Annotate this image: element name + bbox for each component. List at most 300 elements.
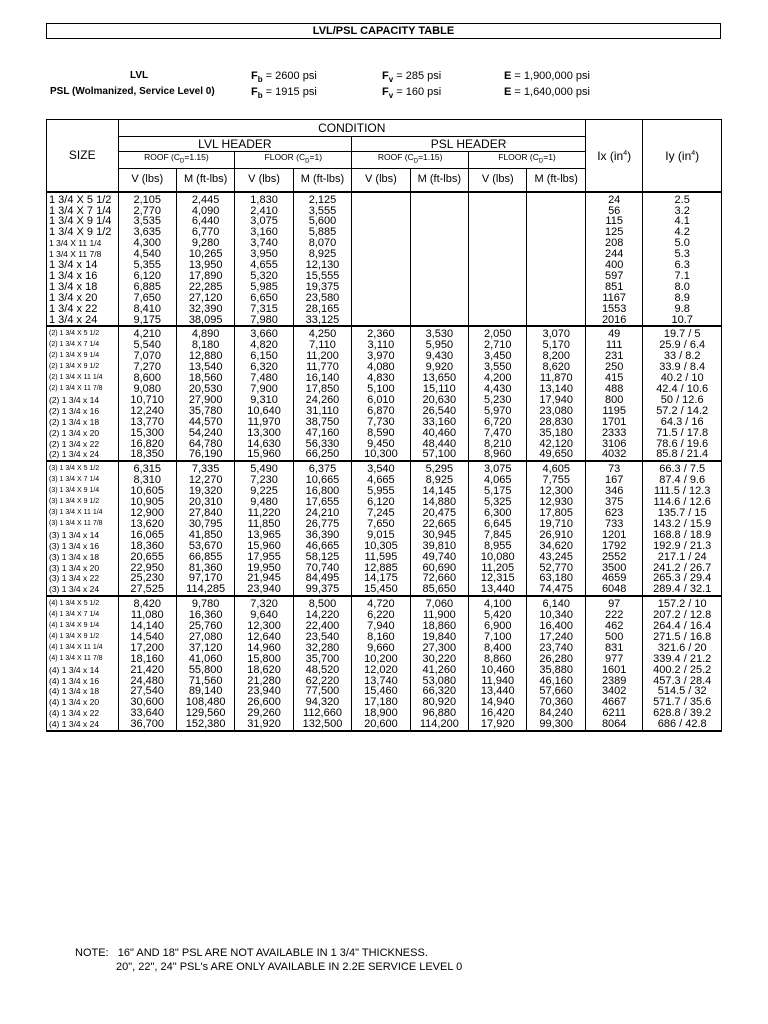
value-cell: 76,190: [176, 449, 234, 461]
ix-header: Ix $(in^4)$: [585, 120, 642, 192]
value-cell: 10,265: [176, 249, 234, 260]
value-cell: 3,450: [469, 351, 527, 362]
value-cell: 15,960: [235, 449, 293, 461]
value-cell: 94,320: [293, 697, 351, 708]
note-line-1: 16" AND 18" PSL ARE NOT AVAILABLE IN 1 3/4" THICKNESS.: [117, 947, 428, 959]
size-cell: (2) 1 3/4 X 11 7/8: [47, 384, 119, 395]
value-cell: [352, 293, 410, 304]
value-cell: 17,200: [118, 643, 176, 654]
value-cell: 13,300: [235, 428, 293, 439]
value-cell: 64.3 / 16: [643, 417, 722, 428]
size-cell: (3) 1 3/4 X 11 7/8: [47, 519, 119, 530]
value-cell: 217.1 / 24: [643, 552, 722, 563]
size-cell: 1 3/4 x 18: [47, 282, 119, 293]
m-column-header: M (ft-lbs): [410, 168, 468, 192]
property-row-lvl: [46, 70, 726, 86]
value-cell: 16,820: [118, 439, 176, 450]
value-cell: 26,910: [527, 530, 586, 541]
value-cell: 17,940: [527, 395, 586, 406]
size-cell: (3) 1 3/4 x 14: [47, 530, 119, 541]
value-cell: 30,600: [118, 697, 176, 708]
value-cell: 9.8: [643, 304, 722, 315]
value-cell: 14,540: [118, 632, 176, 643]
value-cell: 14,960: [235, 643, 293, 654]
value-cell: 20,655: [118, 552, 176, 563]
value-cell: 6,120: [118, 271, 176, 282]
value-cell: 1,830: [235, 192, 293, 206]
value-cell: 4,300: [118, 238, 176, 249]
table-row: [47, 573, 722, 584]
value-cell: 14,140: [118, 621, 176, 632]
value-cell: 47,160: [293, 428, 351, 439]
table-row: [47, 632, 722, 643]
size-header: SIZE: [47, 120, 119, 192]
value-cell: 24: [585, 192, 642, 206]
value-cell: 7,245: [352, 508, 410, 519]
value-cell: 39,810: [410, 541, 468, 552]
value-cell: 13,770: [118, 417, 176, 428]
table-row: [47, 563, 722, 574]
size-cell: (2) 1 3/4 X 11 1/4: [47, 373, 119, 384]
value-cell: 96,880: [410, 708, 468, 719]
value-cell: 16,400: [527, 621, 586, 632]
value-cell: 6,120: [352, 497, 410, 508]
value-cell: 27,525: [118, 584, 176, 596]
value-cell: 6,150: [235, 351, 293, 362]
value-cell: 10,340: [527, 610, 586, 621]
size-cell: (4) 1 3/4 x 18: [47, 686, 119, 697]
size-cell: 1 3/4 x 22: [47, 304, 119, 315]
value-cell: 55,800: [176, 665, 234, 676]
value-cell: 264.4 / 16.4: [643, 621, 722, 632]
value-cell: 12,885: [352, 563, 410, 574]
value-cell: 23,540: [293, 632, 351, 643]
value-cell: 15,460: [352, 686, 410, 697]
value-cell: [527, 271, 586, 282]
value-cell: 6,645: [469, 519, 527, 530]
value-cell: 87.4 / 9.6: [643, 475, 722, 486]
value-cell: 18,620: [235, 665, 293, 676]
value-cell: 9,225: [235, 486, 293, 497]
size-cell: (4) 1 3/4 X 9 1/2: [47, 632, 119, 643]
value-cell: 1201: [585, 530, 642, 541]
value-cell: 48,440: [410, 439, 468, 450]
value-cell: 29,260: [235, 708, 293, 719]
value-cell: 114,200: [410, 719, 468, 731]
value-cell: [352, 216, 410, 227]
value-cell: 4,820: [235, 340, 293, 351]
value-cell: 5,170: [527, 340, 586, 351]
value-cell: 5,985: [235, 282, 293, 293]
size-cell: 1 3/4 X 5 1/2: [47, 192, 119, 206]
table-row: [47, 486, 722, 497]
value-cell: 33,160: [410, 417, 468, 428]
value-cell: 40,460: [410, 428, 468, 439]
value-cell: 15,110: [410, 384, 468, 395]
value-cell: [352, 260, 410, 271]
value-cell: 114,285: [176, 584, 234, 596]
value-cell: [527, 206, 586, 217]
size-cell: 1 3/4 X 11 1/4: [47, 238, 119, 249]
value-cell: 97,170: [176, 573, 234, 584]
table-row: [47, 654, 722, 665]
group-single-ply: [47, 192, 722, 327]
value-cell: 289.4 / 32.1: [643, 584, 722, 596]
value-cell: 3,970: [352, 351, 410, 362]
value-cell: [469, 216, 527, 227]
value-cell: 37,120: [176, 643, 234, 654]
value-cell: 20,630: [410, 395, 468, 406]
table-row: [47, 686, 722, 697]
value-cell: 6,220: [352, 610, 410, 621]
psl-roof-header: ROOF $(C_D=1.15)$: [352, 152, 469, 169]
value-cell: 6,885: [118, 282, 176, 293]
value-cell: 36,700: [118, 719, 176, 731]
value-cell: 7,335: [176, 461, 234, 475]
value-cell: [469, 315, 527, 327]
value-cell: 5.3: [643, 249, 722, 260]
value-cell: 33 / 8.2: [643, 351, 722, 362]
size-cell: (3) 1 3/4 X 9 1/2: [47, 497, 119, 508]
value-cell: 7,940: [352, 621, 410, 632]
table-row: [47, 665, 722, 676]
value-cell: 20,600: [352, 719, 410, 731]
value-cell: 74,475: [527, 584, 586, 596]
value-cell: 10,300: [352, 449, 410, 461]
table-row: [47, 541, 722, 552]
value-cell: 3,540: [352, 461, 410, 475]
value-cell: 8,200: [527, 351, 586, 362]
value-cell: 1553: [585, 304, 642, 315]
value-cell: 7,230: [235, 475, 293, 486]
table-row: [47, 326, 722, 340]
value-cell: 25,760: [176, 621, 234, 632]
value-cell: 8,420: [118, 596, 176, 610]
value-cell: 19,710: [527, 519, 586, 530]
value-cell: 9,015: [352, 530, 410, 541]
value-cell: 321.6 / 20: [643, 643, 722, 654]
value-cell: 143.2 / 15.9: [643, 519, 722, 530]
value-cell: 831: [585, 643, 642, 654]
value-cell: 56,330: [293, 439, 351, 450]
value-cell: 5,490: [235, 461, 293, 475]
value-cell: 5,355: [118, 260, 176, 271]
size-cell: 1 3/4 x 16: [47, 271, 119, 282]
value-cell: 135.7 / 15: [643, 508, 722, 519]
value-cell: 9,430: [410, 351, 468, 362]
value-cell: 8.9: [643, 293, 722, 304]
value-cell: 30,220: [410, 654, 468, 665]
value-cell: 22,665: [410, 519, 468, 530]
value-cell: 462: [585, 621, 642, 632]
size-cell: (4) 1 3/4 x 14: [47, 665, 119, 676]
value-cell: [352, 206, 410, 217]
value-cell: 42,120: [527, 439, 586, 450]
size-cell: 1 3/4 x 14: [47, 260, 119, 271]
value-cell: 21,420: [118, 665, 176, 676]
table-row: [47, 643, 722, 654]
value-cell: 4032: [585, 449, 642, 461]
table-row: [47, 282, 722, 293]
value-cell: 11,970: [235, 417, 293, 428]
value-cell: 114.6 / 12.6: [643, 497, 722, 508]
value-cell: 111.5 / 12.3: [643, 486, 722, 497]
value-cell: 18,360: [118, 541, 176, 552]
fb-value: $F_b = 1915$ psi: [251, 86, 317, 101]
value-cell: [410, 282, 468, 293]
value-cell: [469, 238, 527, 249]
value-cell: 16,420: [469, 708, 527, 719]
size-cell: (2) 1 3/4 X 9 1/2: [47, 362, 119, 373]
value-cell: 9,175: [118, 315, 176, 327]
value-cell: 7,270: [118, 362, 176, 373]
value-cell: 16,360: [176, 610, 234, 621]
v-column-header: V (lbs): [118, 168, 176, 192]
value-cell: [352, 192, 410, 206]
value-cell: 66.3 / 7.5: [643, 461, 722, 475]
m-column-header: M (ft-lbs): [293, 168, 351, 192]
value-cell: 3,070: [527, 326, 586, 340]
value-cell: 8,590: [352, 428, 410, 439]
value-cell: 84,240: [527, 708, 586, 719]
value-cell: 241.2 / 26.7: [643, 563, 722, 574]
value-cell: 7,650: [352, 519, 410, 530]
table-row: [47, 395, 722, 406]
v-column-header: V (lbs): [469, 168, 527, 192]
m-column-header: M (ft-lbs): [527, 168, 586, 192]
value-cell: 115: [585, 216, 642, 227]
value-cell: 27,300: [410, 643, 468, 654]
value-cell: 11,220: [235, 508, 293, 519]
table-row: [47, 439, 722, 450]
size-cell: (4) 1 3/4 X 11 7/8: [47, 654, 119, 665]
value-cell: 1701: [585, 417, 642, 428]
value-cell: 10,460: [469, 665, 527, 676]
value-cell: [352, 238, 410, 249]
size-cell: (3) 1 3/4 X 9 1/4: [47, 486, 119, 497]
table-row: [47, 508, 722, 519]
table-row: [47, 192, 722, 206]
table-row: [47, 238, 722, 249]
table-title: LVL/PSL CAPACITY TABLE: [46, 23, 721, 39]
size-cell: (2) 1 3/4 x 16: [47, 406, 119, 417]
value-cell: [410, 315, 468, 327]
table-row: [47, 304, 722, 315]
value-cell: 132,500: [293, 719, 351, 731]
value-cell: 4,430: [469, 384, 527, 395]
value-cell: [469, 192, 527, 206]
value-cell: 17,240: [527, 632, 586, 643]
value-cell: 33,640: [118, 708, 176, 719]
table-row: [47, 384, 722, 395]
value-cell: 6,440: [176, 216, 234, 227]
iy-header: Iy $(in^4)$: [643, 120, 722, 192]
value-cell: 6,720: [469, 417, 527, 428]
size-cell: (3) 1 3/4 x 20: [47, 563, 119, 574]
value-cell: 13,650: [410, 373, 468, 384]
value-cell: 457.3 / 28.4: [643, 676, 722, 687]
value-cell: 8,960: [469, 449, 527, 461]
size-cell: (4) 1 3/4 X 11 1/4: [47, 643, 119, 654]
value-cell: 9,310: [235, 395, 293, 406]
psl-floor-header: FLOOR $(C_D=1)$: [469, 152, 586, 169]
value-cell: 17,655: [293, 497, 351, 508]
value-cell: 17,805: [527, 508, 586, 519]
size-cell: (2) 1 3/4 x 24: [47, 449, 119, 461]
value-cell: 24,210: [293, 508, 351, 519]
value-cell: 21,945: [235, 573, 293, 584]
value-cell: 339.4 / 21.2: [643, 654, 722, 665]
value-cell: 58,125: [293, 552, 351, 563]
value-cell: 26,280: [527, 654, 586, 665]
value-cell: 4,200: [469, 373, 527, 384]
value-cell: [410, 192, 468, 206]
value-cell: [410, 260, 468, 271]
table-row: [47, 475, 722, 486]
value-cell: 6.3: [643, 260, 722, 271]
value-cell: 4667: [585, 697, 642, 708]
value-cell: 22,285: [176, 282, 234, 293]
table-row: [47, 676, 722, 687]
value-cell: 18,350: [118, 449, 176, 461]
value-cell: 5,100: [352, 384, 410, 395]
value-cell: [352, 271, 410, 282]
value-cell: 4659: [585, 573, 642, 584]
value-cell: 129,560: [176, 708, 234, 719]
size-cell: 1 3/4 X 9 1/4: [47, 216, 119, 227]
value-cell: 12,930: [527, 497, 586, 508]
value-cell: 53,670: [176, 541, 234, 552]
value-cell: 7,980: [235, 315, 293, 327]
value-cell: 11,850: [235, 519, 293, 530]
value-cell: 8,310: [118, 475, 176, 486]
value-cell: 27,840: [176, 508, 234, 519]
value-cell: 89,140: [176, 686, 234, 697]
value-cell: 43,245: [527, 552, 586, 563]
value-cell: 66,250: [293, 449, 351, 461]
value-cell: 3,950: [235, 249, 293, 260]
value-cell: 15,450: [352, 584, 410, 596]
value-cell: [527, 282, 586, 293]
value-cell: 13,620: [118, 519, 176, 530]
fv-value: $F_v = 285$ psi: [382, 70, 442, 85]
value-cell: 12,020: [352, 665, 410, 676]
value-cell: [527, 315, 586, 327]
value-cell: 22,950: [118, 563, 176, 574]
value-cell: 5,540: [118, 340, 176, 351]
value-cell: 8,860: [469, 654, 527, 665]
value-cell: 4,665: [352, 475, 410, 486]
value-cell: 24,260: [293, 395, 351, 406]
value-cell: 5,950: [410, 340, 468, 351]
table-row: [47, 530, 722, 541]
value-cell: 6,650: [235, 293, 293, 304]
value-cell: 13,950: [176, 260, 234, 271]
value-cell: 800: [585, 395, 642, 406]
table-row: [47, 293, 722, 304]
value-cell: 13,440: [469, 686, 527, 697]
value-cell: 9,450: [352, 439, 410, 450]
value-cell: 6,770: [176, 227, 234, 238]
value-cell: 3,635: [118, 227, 176, 238]
value-cell: 31,920: [235, 719, 293, 731]
value-cell: 14,175: [352, 573, 410, 584]
value-cell: 2016: [585, 315, 642, 327]
value-cell: 77,500: [293, 686, 351, 697]
table-row: [47, 271, 722, 282]
value-cell: 5,175: [469, 486, 527, 497]
size-cell: (3) 1 3/4 X 7 1/4: [47, 475, 119, 486]
table-row: [47, 315, 722, 327]
value-cell: 36,390: [293, 530, 351, 541]
size-cell: (2) 1 3/4 x 14: [47, 395, 119, 406]
value-cell: 2333: [585, 428, 642, 439]
value-cell: 63,180: [527, 573, 586, 584]
value-cell: 54,240: [176, 428, 234, 439]
value-cell: 6,140: [527, 596, 586, 610]
table-row: [47, 362, 722, 373]
value-cell: 18,860: [410, 621, 468, 632]
value-cell: 11,080: [118, 610, 176, 621]
value-cell: 3.2: [643, 206, 722, 217]
value-cell: [352, 282, 410, 293]
value-cell: 14,145: [410, 486, 468, 497]
value-cell: 12,640: [235, 632, 293, 643]
value-cell: 52,770: [527, 563, 586, 574]
value-cell: 5,230: [469, 395, 527, 406]
condition-header: CONDITION: [118, 120, 585, 137]
value-cell: 4,605: [527, 461, 586, 475]
value-cell: 14,220: [293, 610, 351, 621]
table-row: [47, 461, 722, 475]
value-cell: 66,320: [410, 686, 468, 697]
value-cell: 49,650: [527, 449, 586, 461]
value-cell: 4,830: [352, 373, 410, 384]
value-cell: 500: [585, 632, 642, 643]
value-cell: [352, 315, 410, 327]
size-cell: (2) 1 3/4 x 22: [47, 439, 119, 450]
capacity-table: [46, 119, 722, 732]
value-cell: [527, 304, 586, 315]
value-cell: 4,210: [118, 326, 176, 340]
value-cell: 72,660: [410, 573, 468, 584]
size-cell: 1 3/4 x 20: [47, 293, 119, 304]
lvl-header: LVL HEADER: [118, 137, 352, 152]
value-cell: 6211: [585, 708, 642, 719]
value-cell: 23,580: [293, 293, 351, 304]
value-cell: 112,660: [293, 708, 351, 719]
value-cell: [469, 249, 527, 260]
value-cell: 7,110: [293, 340, 351, 351]
value-cell: [410, 249, 468, 260]
e-value: E = 1,900,000 psi: [504, 70, 590, 82]
value-cell: 5,885: [293, 227, 351, 238]
value-cell: 488: [585, 384, 642, 395]
value-cell: 7,315: [235, 304, 293, 315]
value-cell: 167: [585, 475, 642, 486]
value-cell: 851: [585, 282, 642, 293]
value-cell: 8,180: [176, 340, 234, 351]
value-cell: [410, 227, 468, 238]
note-label: NOTE:: [75, 947, 109, 959]
value-cell: 35,180: [527, 428, 586, 439]
value-cell: [469, 282, 527, 293]
value-cell: 18,560: [176, 373, 234, 384]
value-cell: 18,160: [118, 654, 176, 665]
table-row: [47, 449, 722, 461]
value-cell: 6048: [585, 584, 642, 596]
table-row: [47, 497, 722, 508]
